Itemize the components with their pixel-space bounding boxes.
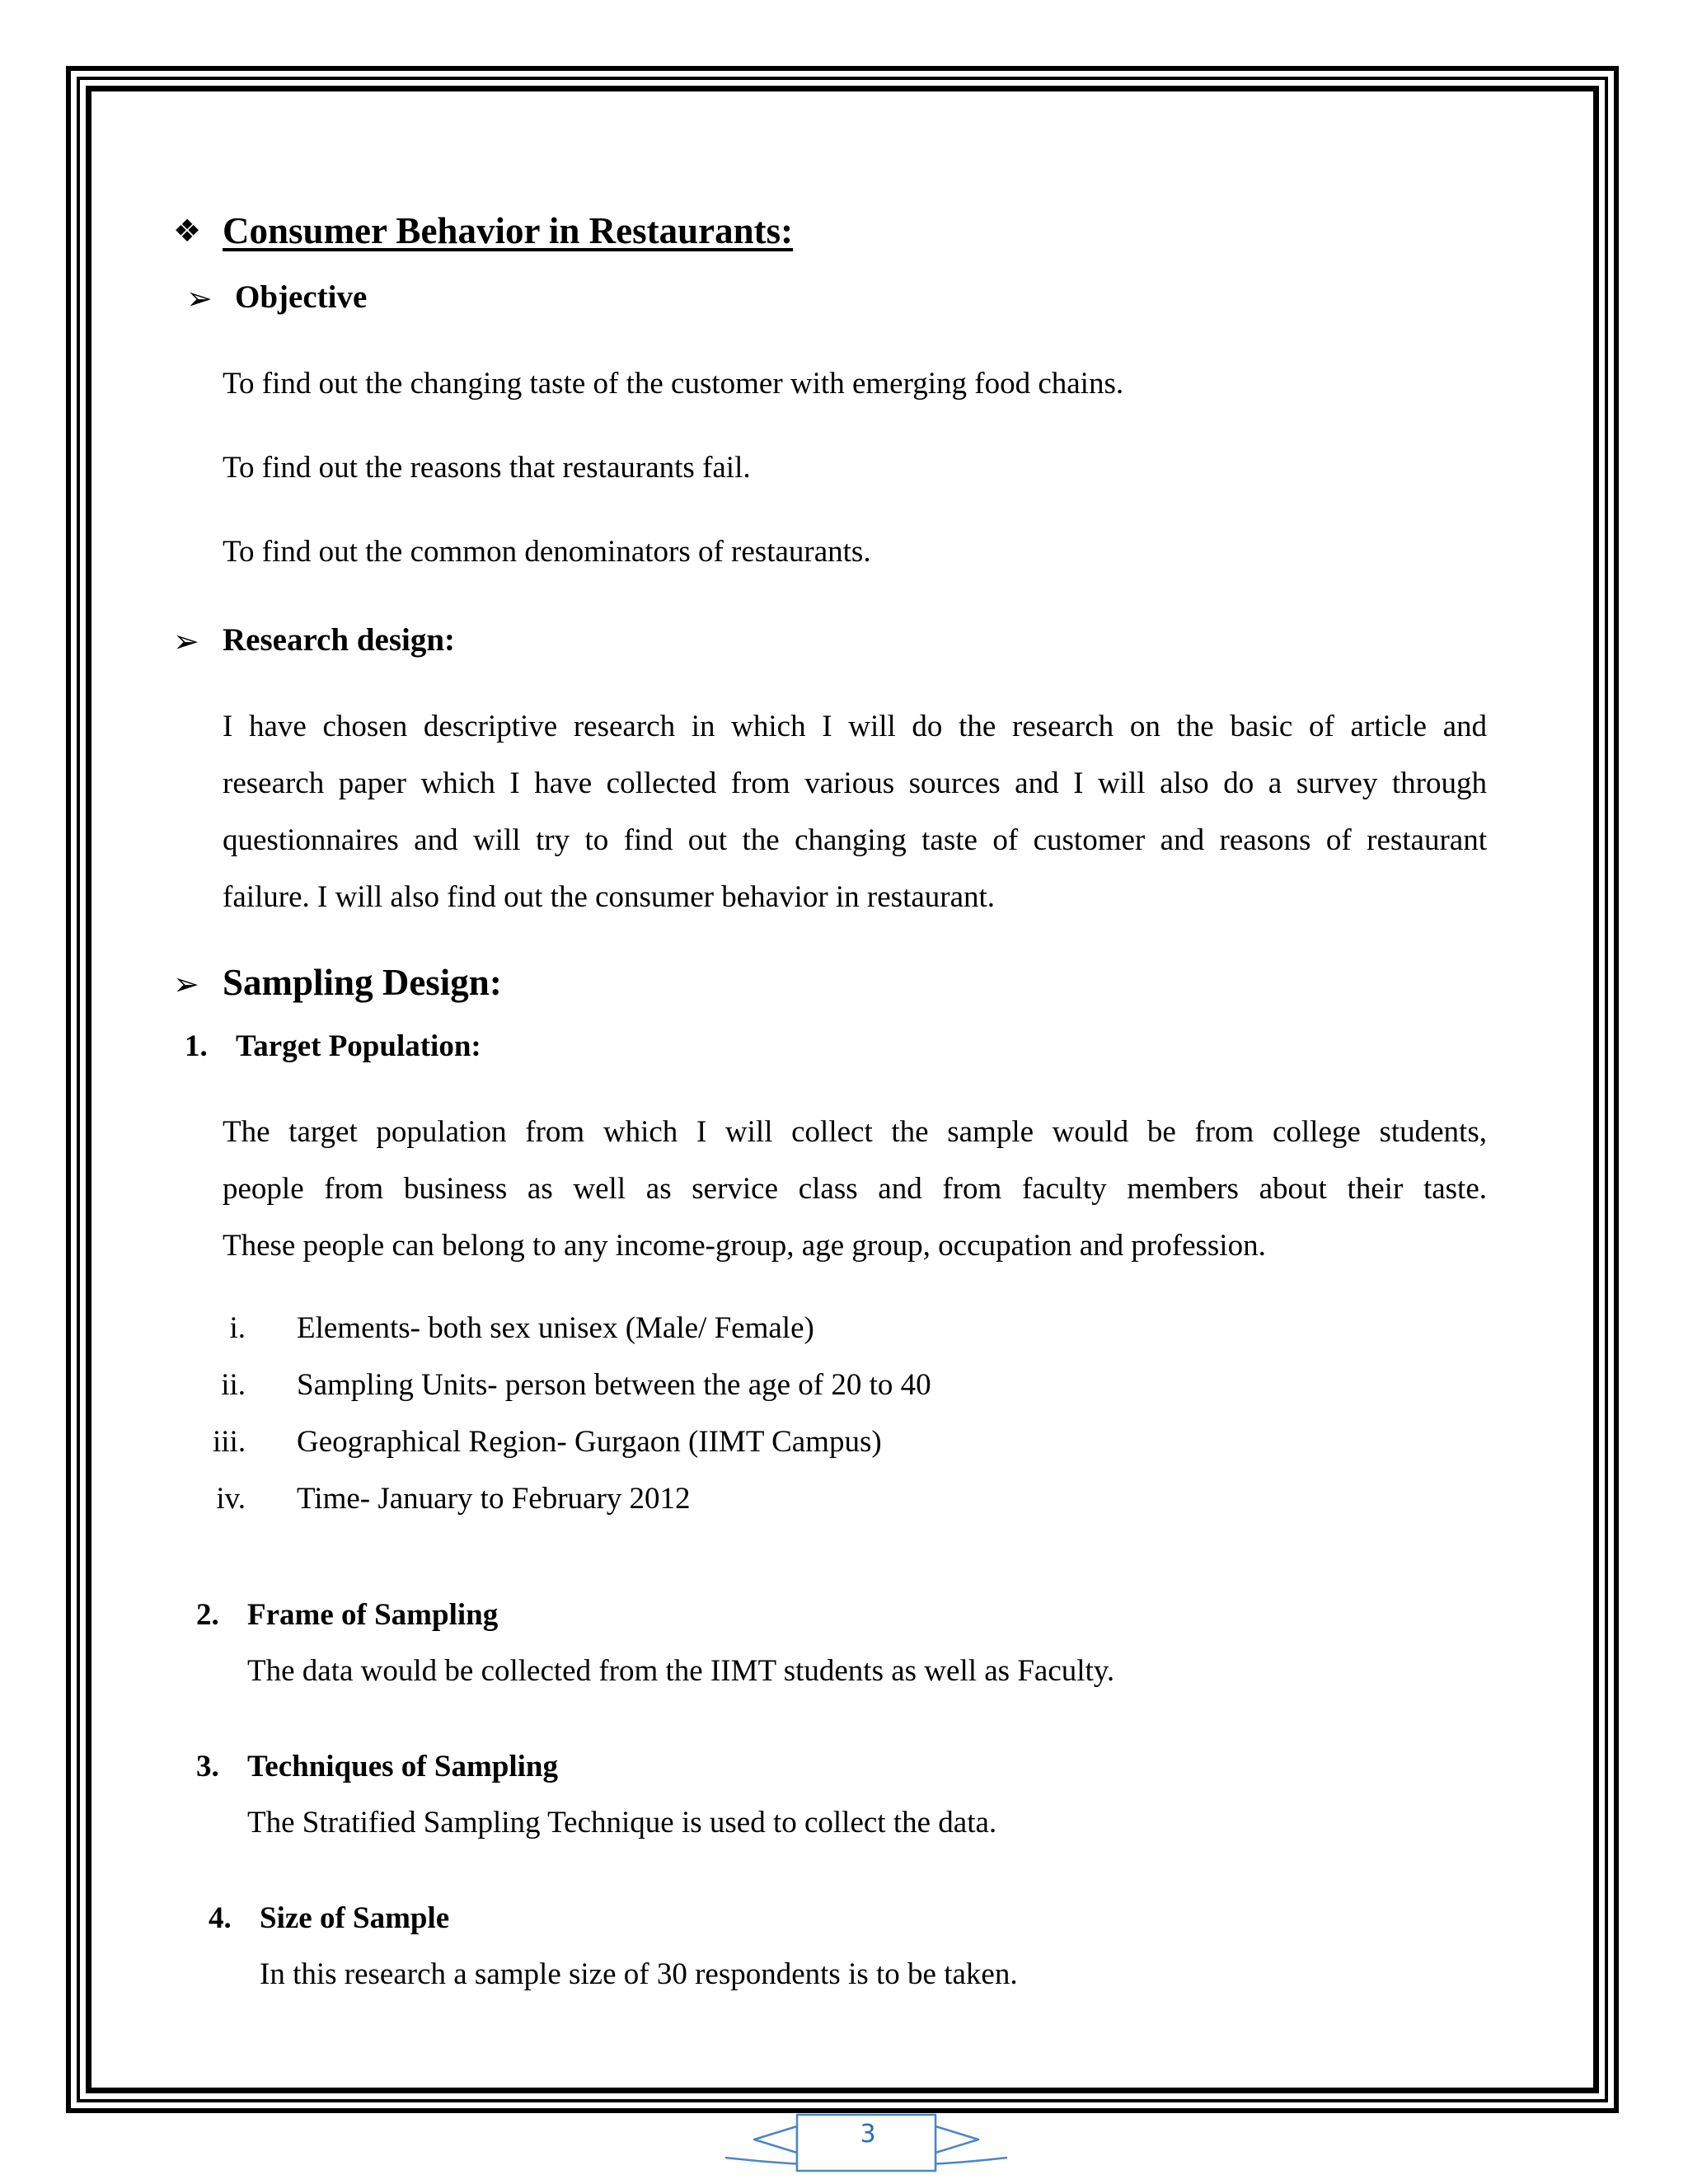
- arrow-bullet-icon: ➢: [173, 625, 199, 659]
- size-of-sample-text: In this research a sample size of 30 respondents is to be taken.: [260, 1957, 1018, 1991]
- arrow-bullet-icon: ➢: [186, 282, 213, 316]
- techniques-of-sampling-text: The Stratified Sampling Technique is used to collect the data.: [247, 1806, 997, 1840]
- frame-of-sampling-text: The data would be collected from the IIMT students as well as Faculty.: [247, 1654, 1115, 1688]
- techniques-of-sampling-heading: Techniques of Sampling: [247, 1750, 558, 1783]
- objective-item: To find out the reasons that restaurants fail.: [223, 451, 751, 485]
- page-title: Consumer Behavior in Restaurants:: [223, 210, 794, 251]
- research-design-heading: Research design:: [223, 622, 456, 658]
- paragraph-line: These people can belong to any income-group, age group, occupation and profession.: [223, 1229, 1266, 1263]
- arrow-bullet-icon: ➢: [173, 968, 199, 1002]
- target-population-heading: Target Population:: [236, 1029, 481, 1063]
- list-numeral: iii.: [213, 1425, 246, 1459]
- research-design-paragraph: [223, 698, 1487, 926]
- diamond-bullet-icon: ❖: [173, 214, 202, 249]
- objective-item: To find out the changing taste of the customer with emerging food chains.: [223, 367, 1124, 401]
- page-number: 3: [860, 2120, 876, 2149]
- list-item: Sampling Units- person between the age of 20 to 40: [297, 1368, 931, 1402]
- objective-item: To find out the common denominators of restaurants.: [223, 535, 871, 569]
- paragraph-line: research paper which I have collected from various sources and I will also do a survey through: [223, 766, 1487, 800]
- sampling-design-heading: Sampling Design:: [223, 962, 502, 1003]
- target-population-paragraph: [223, 1104, 1487, 1274]
- paragraph-line: The target population from which I will collect the sample would be from college students,: [223, 1115, 1487, 1149]
- section-number: 2.: [196, 1598, 219, 1632]
- list-numeral: ii.: [221, 1368, 246, 1402]
- list-item: Time- January to February 2012: [297, 1482, 691, 1516]
- size-of-sample-heading: Size of Sample: [260, 1901, 450, 1935]
- frame-of-sampling-heading: Frame of Sampling: [247, 1598, 499, 1632]
- paragraph-line: people from business as well as service class and from faculty members about their taste.: [223, 1172, 1487, 1206]
- section-number: 3.: [196, 1750, 219, 1783]
- paragraph-line: failure. I will also find out the consumer behavior in restaurant.: [223, 880, 996, 914]
- objective-heading: Objective: [235, 279, 368, 315]
- list-item: Geographical Region- Gurgaon (IIMT Campus): [297, 1425, 882, 1459]
- list-numeral: i.: [229, 1311, 246, 1345]
- section-number: 1.: [185, 1029, 208, 1063]
- section-number: 4.: [209, 1901, 232, 1935]
- list-numeral: iv.: [216, 1482, 246, 1516]
- list-item: Elements- both sex unisex (Male/ Female): [297, 1311, 814, 1345]
- paragraph-line: questionnaires and will try to find out the changing taste of customer and reasons of restaurant: [223, 823, 1487, 857]
- paragraph-line: I have chosen descriptive research in which I will do the research on the basic of article and: [223, 710, 1487, 743]
